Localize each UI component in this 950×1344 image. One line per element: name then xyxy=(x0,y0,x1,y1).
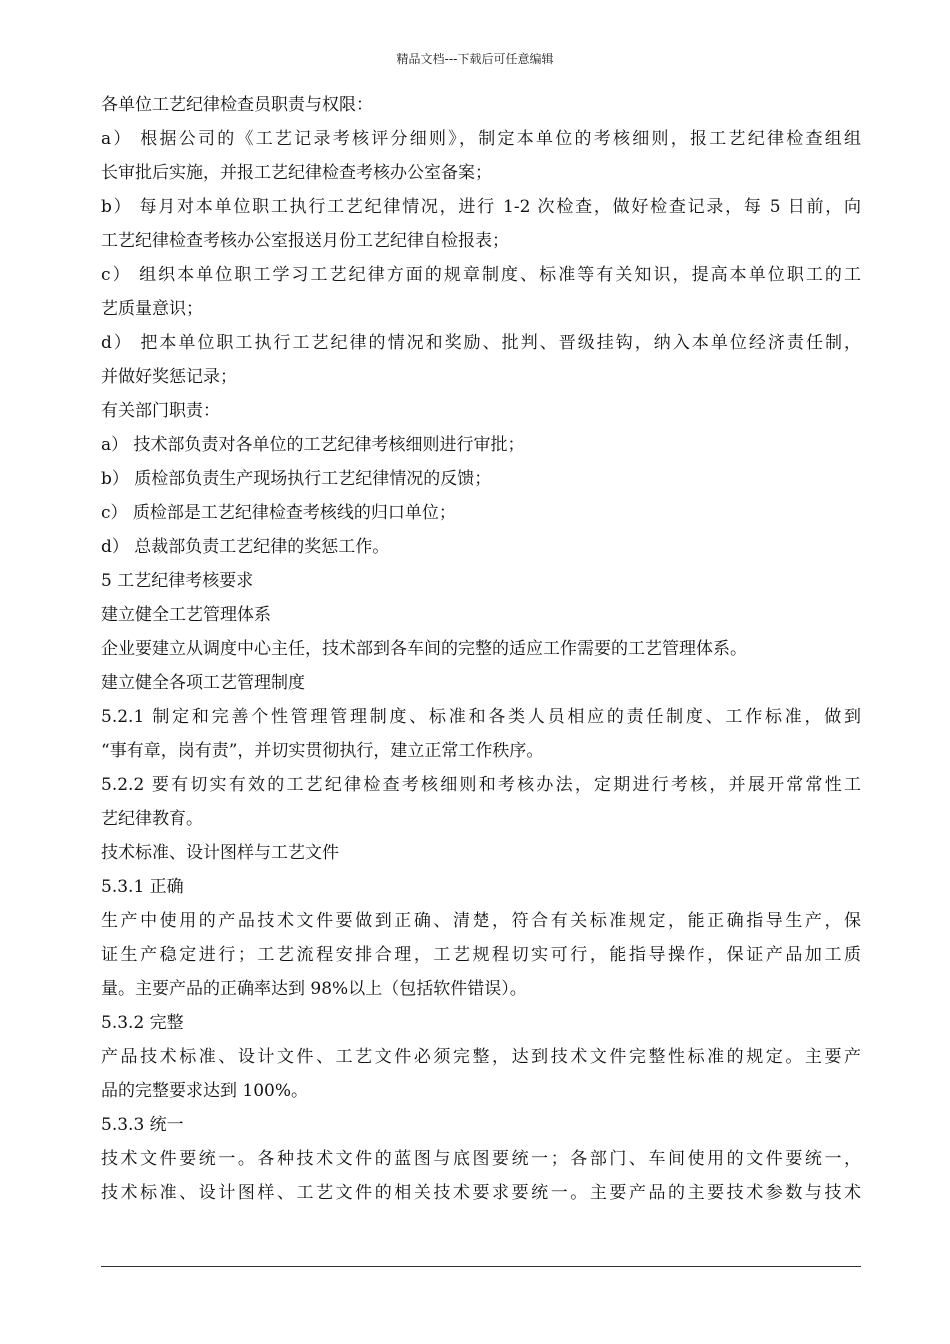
text-line: 并做好奖惩记录； xyxy=(101,367,237,387)
text-line: c） 组织本单位职工学习工艺纪律方面的规章制度、标准等有关知识，提高本单位职工的工 xyxy=(101,265,861,285)
text-line: 5 工艺纪律考核要求 xyxy=(101,571,254,591)
text-line: 产品技术标准、设计文件、工艺文件必须完整，达到技术文件完整性标准的规定。主要产 xyxy=(101,1047,861,1067)
document-body xyxy=(101,88,861,1210)
text-line: 5.3.3 统一 xyxy=(101,1115,184,1135)
text-line: b） 质检部负责生产现场执行工艺纪律情况的反馈； xyxy=(101,469,492,489)
text-line: 品的完整要求达到 100%。 xyxy=(101,1081,309,1101)
text-line: 长审批后实施，并报工艺纪律检查考核办公室备案； xyxy=(101,163,492,183)
text-line: d） 总裁部负责工艺纪律的奖惩工作。 xyxy=(101,537,390,557)
text-line: c） 质检部是工艺纪律检查考核线的归口单位； xyxy=(101,503,456,523)
page-header: 精品文档---下载后可任意编辑 xyxy=(396,52,554,66)
footer-divider xyxy=(101,1266,861,1267)
text-line: 工艺纪律检查考核办公室报送月份工艺纪律自检报表； xyxy=(101,231,509,251)
text-line: d） 把本单位职工执行工艺纪律的情况和奖励、批判、晋级挂钩，纳入本单位经济责任制， xyxy=(101,333,861,353)
text-line: 技术标准、设计图样、工艺文件的相关技术要求要统一。主要产品的主要技术参数与技术 xyxy=(101,1183,861,1203)
text-line: 5.2.2 要有切实有效的工艺纪律检查考核细则和考核办法，定期进行考核，并展开常常性工 xyxy=(101,775,861,795)
text-line: 建立健全工艺管理体系 xyxy=(101,605,271,625)
text-line: “事有章，岗有责”，并切实贯彻执行，建立正常工作秩序。 xyxy=(101,741,544,761)
text-line: 技术文件要统一。各种技术文件的蓝图与底图要统一；各部门、车间使用的文件要统一， xyxy=(101,1149,861,1169)
text-line: b） 每月对本单位职工执行工艺纪律情况，进行 1-2 次检查，做好检查记录，每 5 日前，向 xyxy=(101,197,861,217)
text-line: 艺质量意识； xyxy=(101,299,203,319)
text-line: a） 技术部负责对各单位的工艺纪律考核细则进行审批； xyxy=(101,435,525,455)
text-line: 5.3.2 完整 xyxy=(101,1013,184,1033)
text-line: 5.3.1 正确 xyxy=(101,877,184,897)
text-line: 艺纪律教育。 xyxy=(101,809,203,829)
text-line: a） 根据公司的《工艺记录考核评分细则》，制定本单位的考核细则，报工艺纪律检查组组 xyxy=(101,129,861,149)
text-line: 生产中使用的产品技术文件要做到正确、清楚，符合有关标准规定，能正确指导生产，保 xyxy=(101,911,861,931)
text-line: 企业要建立从调度中心主任，技术部到各车间的完整的适应工作需要的工艺管理体系。 xyxy=(101,639,747,659)
text-line: 建立健全各项工艺管理制度 xyxy=(101,673,305,693)
text-line: 有关部门职责： xyxy=(101,401,220,421)
text-line: 技术标准、设计图样与工艺文件 xyxy=(101,843,339,863)
text-line: 量。主要产品的正确率达到 98%以上（包括软件错误）。 xyxy=(101,979,527,999)
text-line: 证生产稳定进行；工艺流程安排合理，工艺规程切实可行，能指导操作，保证产品加工质 xyxy=(101,945,861,965)
text-line: 5.2.1 制定和完善个性管理管理制度、标准和各类人员相应的责任制度、工作标准，做到 xyxy=(101,707,861,727)
text-line: 各单位工艺纪律检查员职责与权限： xyxy=(101,95,373,115)
